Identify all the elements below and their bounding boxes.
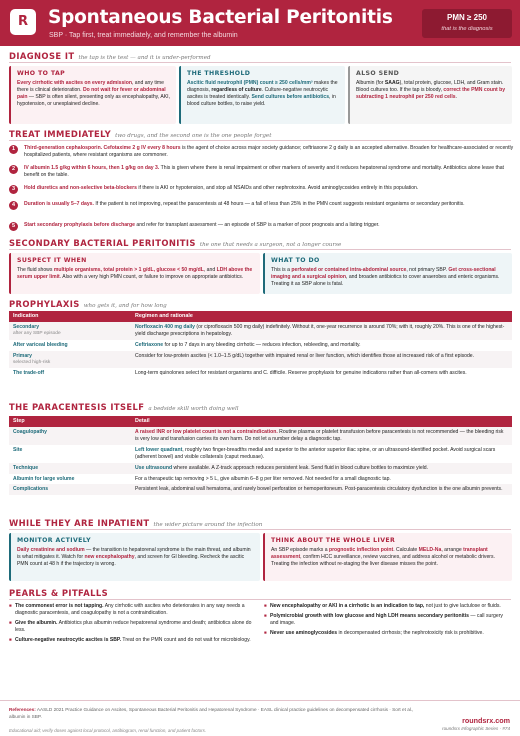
table-row: Technique Use ultrasound where available. A Z-track approach reduces persistent leak. Send fluid in blood culture bottles to maximize yield. [9,463,512,474]
footer [0,700,520,736]
prophylaxis-heading: PROPHYLAXIS who gets it, and for how long [9,299,167,309]
section-divider [9,249,511,250]
suspect-it-when-card: SUSPECT IT WHEN The fluid shows multiple organisms, total protein > 1 g/dL, glucose < 50 mg/dL, and LDH above the serum upper limit. Also with a very high PMN count, or failure to improve on appropriate antibiotics. [9,253,260,294]
page-subtitle: SBP · Tap first, treat immediately, and remember the albumin [49,32,238,39]
section-divider [9,599,511,600]
column-header: Step [9,416,131,427]
treat-step-2: 2 IV albumin 1.5 g/kg within 6 hours, then 1 g/kg on day 3. This is given where there is renal impairment or other markers of severity and it reduces hepatorenal syndrome and mortality. Antibiotics alone leave that benefit on the table. [9,165,514,179]
treat-step-5: 5 Start secondary prophylaxis before discharge and refer for transplant assessment — an episode of SBP is a marker of poor prognosis and a listing trigger. [9,222,514,229]
pearls-heading: PEARLS & PITFALLS [9,588,109,598]
pmn-badge-caption: that is the diagnosis [441,25,493,32]
series-label: roundsrx Infographic Series · #74 [442,726,510,731]
column-header: Detail [131,416,512,427]
paracentesis-heading: THE PARACENTESIS ITSELF a bedside skill worth doing well [9,402,239,412]
column-header: Regimen and rationale [131,311,512,322]
brand-link[interactable]: roundsrx.com [462,716,510,725]
step-number-badge: 4 [9,201,18,210]
paracentesis-table [9,416,512,495]
treat-step-1: 1 Third-generation cephalosporin. Cefotaxime 2 g IV every 8 hours is the agent of choice across major society guidance; ceftriaxone 2 g daily is an accepted alternative. Broaden for healthcare-associated or recently hospitalized patients, where resistant organisms are commoner. [9,145,514,159]
table-row: Secondary after any SBP episode Norfloxacin 400 mg daily (or ciprofloxacin 500 mg daily) indefinitely. Without it, one-year recurrence is around 70%; with it, roughly 20%. This is one of the highest-yield discharge prescriptions in hepatology. [9,322,512,340]
prophylaxis-table [9,311,512,379]
also-send-card: ALSO SEND Albumin (for SAAG), total protein, glucose, LDH, and Gram stain. Blood cultures too. If the tap is bloody, correct the PMN count by subtracting 1 neutrophil per 250 red cells. [348,66,512,124]
pearls-right-column [264,603,512,640]
pmn-badge-value: PMN ≥ 250 [447,13,487,22]
step-number-badge: 5 [9,222,18,231]
page-title: Spontaneous Bacterial Peritonitis [48,7,393,28]
pearl-item: ■ Polymicrobial growth with low glucose and high LDH means secondary peritonitis — call surgery and image. [264,613,512,627]
table-row: The trade-off Long-term quinolones select for resistant organisms and C. difficile. Reserve prophylaxis for genuine indications rather than all-comers with ascites. [13,370,467,377]
threshold-card: THE THRESHOLD Ascitic fluid neutrophil (PMN) count ≥ 250 cells/mm³ makes the diagnosis, regardless of culture. Culture-negative neutrocytic ascites is treated identically. Send cultures before antibiotics, in blood culture bottles, to raise yield. [179,66,345,124]
diagnose-heading: DIAGNOSE IT the tap is the test — and it is under-performed [9,51,211,61]
treat-step-4: 4 Duration is usually 5–7 days. If the patient is not improving, repeat the paracentesis at 48 hours — a fall of less than 25% in the PMN count suggests resistant organisms or secondary peritonitis. [9,201,514,208]
table-row: Complications Persistent leak, abdominal wall hematoma, and rarely bowel perforation or hemoperitoneum. Post-paracentesis circulatory dysfunction is the one albumin prevents. [9,484,512,495]
section-divider [9,140,511,141]
table-row: Albumin for large volume For a therapeutic tap removing > 5 L, give albumin 6–8 g per liter removed. Not needed for a small diagnostic tap. [13,475,391,482]
table-row: After variceal bleeding Ceftriaxone for up to 7 days in any bleeding cirrhotic — reduces infection, rebleeding, and mortality. [13,341,361,348]
pmn-threshold-badge [422,9,512,38]
what-to-do-card: WHAT TO DO This is a perforated or contained intra-abdominal source, not primary SBP. Get cross-sectional imaging and a surgical opinion, and broaden antibiotics to cover anaerobes and enteric organisms. Treating it as SBP alone is fatal. [263,253,512,294]
brand-logo-icon: R [10,9,36,35]
table-row: Primary selected high-risk Consider for low-protein ascites (< 1.0–1.5 g/dL) together with impaired renal or liver function, which identifies those at increased risk of a first episode. [9,351,512,368]
whole-liver-card: THINK ABOUT THE WHOLE LIVER An SBP episode marks a prognostic inflection point. Calculate MELD-Na, arrange transplant assessment, confirm HCC surveillance, review vaccines, and address alcohol or metabolic drivers. Treating the infection without re-staging the liver disease misses the point. [263,533,512,581]
step-number-badge: 2 [9,165,18,174]
pearl-item: ■ Give the albumin. Antibiotics plus albumin reduce hepatorenal syndrome and death; antibiotics alone do less. [9,620,259,634]
table-header-row [9,311,512,322]
column-header: Indication [9,311,131,322]
pearl-item: ■ Never use aminoglycosides in decompensated cirrhosis; the nephrotoxicity risk is prohibitive. [264,630,512,637]
pearls-left-column [9,603,259,646]
table-row: Coagulopathy A raised INR or low platelet count is not a contraindication. Routine plasma or platelet transfusion before paracentesis is not recommended — the bleeding risk is very low and transfusion carries its own harm. Do not let a number delay a diagnostic tap. [9,427,512,445]
section-divider [9,62,511,63]
treat-heading: TREAT IMMEDIATELY two drugs, and the second one is the one people forget [9,129,272,139]
disclaimer: Educational aid; verify doses against local protocol, antibiogram, renal function, and patient factors. [9,728,207,733]
header-banner [0,0,520,46]
pearl-item: ■ Culture-negative neutrocytic ascites is SBP. Treat on the PMN count and do not wait for microbiology. [9,637,259,644]
step-number-badge: 1 [9,145,18,154]
inpatient-heading: WHILE THEY ARE INPATIENT the wider picture around the infection [9,518,263,528]
pearl-item: ■ New encephalopathy or AKI in a cirrhotic is an indication to tap, not just to give lactulose or fluids. [264,603,512,610]
references: References: AASLD 2021 Practice Guidance on Ascites, Spontaneous Bacterial Peritonitis and Hepatorenal Syndrome · EASL clinical practice guidelines on decompensated cirrhosis · Sort et al., albumin in SBP. [9,707,414,720]
secondary-heading: SECONDARY BACTERIAL PERITONITIS the one that needs a surgeon, not a longer course [9,238,342,248]
pearl-item: ■ The commonest error is not tapping. Any cirrhotic with ascites who deteriorates in any way needs a diagnostic paracentesis, and coagulopathy is not a contraindication. [9,603,259,617]
treat-step-3: 3 Hold diuretics and non-selective beta-blockers if there is AKI or hypotension, and stop all NSAIDs and other nephrotoxins. Avoid aminoglycosides entirely in this population. [9,185,514,192]
section-divider [9,529,511,530]
table-row: Site Left lower quadrant, roughly two finger-breadths medial and superior to the anterior superior iliac spine, or an ultrasound-identified pocket. Avoid surgical scars (adherent bowel) and visible collaterals (caput medusae). [13,446,496,460]
who-to-tap-card: WHO TO TAP Every cirrhotic with ascites on every admission, and any time there is clinical deterioration. Do not wait for fever or abdominal pain — SBP is often silent, presenting only as encephalopathy, AKI, hypotension, or unexplained decline. [9,66,176,124]
monitor-actively-card: MONITOR ACTIVELY Daily creatinine and sodium — the transition to hepatorenal syndrome is the main threat, and albumin is what mitigates it. Watch for new encephalopathy, and screen for GI bleeding. Recheck the ascitic PMN count at 48 h if the trajectory is wrong. [9,533,260,581]
table-header-row [9,416,512,427]
step-number-badge: 3 [9,185,18,194]
